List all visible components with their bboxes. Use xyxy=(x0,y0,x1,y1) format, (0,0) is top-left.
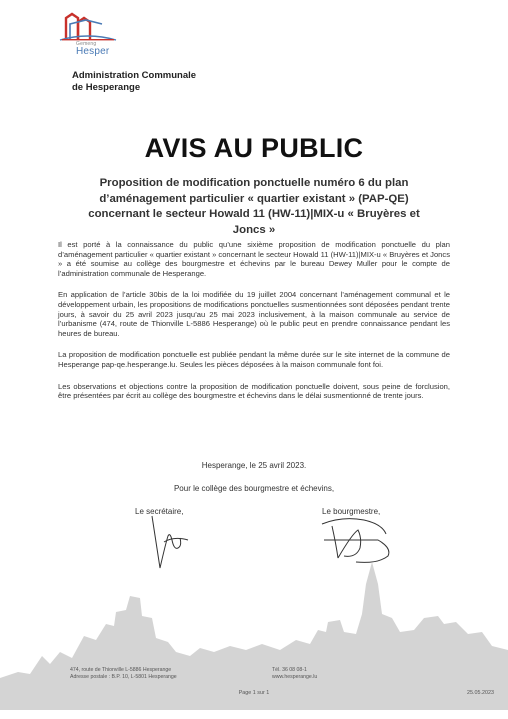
footer-address xyxy=(70,667,177,681)
mayor-signature xyxy=(312,514,398,566)
print-date: 25.05.2023 xyxy=(467,690,494,696)
logo-tagline: Gemeng xyxy=(76,41,97,47)
document-title: AVIS AU PUBLIC xyxy=(144,133,364,163)
paragraph: Il est porté à la connaissance du public qu’une sixième proposition de modification ponctuelle du plan d’aménagement particulier « quartier existant » concernant le secteur Howald 11 (HW-11)|MIX-u « Bruyères et Joncs » a été soumise au collège des bourgmestre et échevins par le bureau Dewey Muller pour le compte de l’administration communale de Hesperange. xyxy=(58,240,450,278)
notice-body xyxy=(58,240,450,413)
paragraph: La proposition de modification ponctuelle est publiée pendant la même durée sur le site internet de la commune de Hesperange pap-qe.hesperange.lu. Seules les pièces déposées à la maison communale font foi. xyxy=(58,350,450,369)
paragraph: En application de l’article 30bis de la loi modifiée du 19 juillet 2004 concernant l’aménagement communal et le développement urbain, les propositions de modifications ponctuelles susmentionnées sont déposées pendant trente jours, à savoir du 25 avril 2023 jusqu’au 25 mai 2023 inclusivement, à la maison communale au service de l’urbanisme (474, route de Thionville L-5886 Hesperange) où le public peut en prendre connaissance pendant les heures de bureau. xyxy=(58,290,450,338)
date-line: Hesperange, le 25 avril 2023. xyxy=(201,461,307,470)
mayor-label: Le bourgmestre, xyxy=(322,507,381,516)
skyline-watermark xyxy=(0,560,508,710)
footer-phone: Tél. 36 08 08-1 xyxy=(272,667,307,673)
logo-name: Hesper xyxy=(76,46,110,57)
footer-website: www.hesperange.lu xyxy=(272,674,318,680)
college-line: Pour le collège des bourgmestre et échevins, xyxy=(173,484,335,493)
document-subtitle: Proposition de modification ponctuelle numéro 6 du plan d’aménagement particulier « quartier existant » (PAP-QE) concernant le secteur Howald 11 (HW-11)|MIX-u « Bruyères et Joncs » xyxy=(88,177,420,236)
paragraph: Les observations et objections contre la proposition de modification ponctuelle doivent, sous peine de forclusion, être présentées par écrit au collège des bourgmestre et échevins dans le délai susmentionné de trente jours. xyxy=(58,381,450,401)
footer-contact xyxy=(272,667,317,681)
footer-address-line-2: Adresse postale : B.P. 10, L-5801 Hesperange xyxy=(70,674,177,680)
admin-line-1: Administration Communale xyxy=(72,70,197,81)
secretary-label: Le secrétaire, xyxy=(135,507,184,516)
administration-header xyxy=(72,70,196,94)
logo-wordmark xyxy=(76,42,109,57)
admin-line-2: de Hesperange xyxy=(72,82,141,93)
footer-address-line-1: 474, route de Thionville L-5886 Hesperange xyxy=(70,667,172,673)
page-number: Page 1 sur 1 xyxy=(238,690,270,696)
